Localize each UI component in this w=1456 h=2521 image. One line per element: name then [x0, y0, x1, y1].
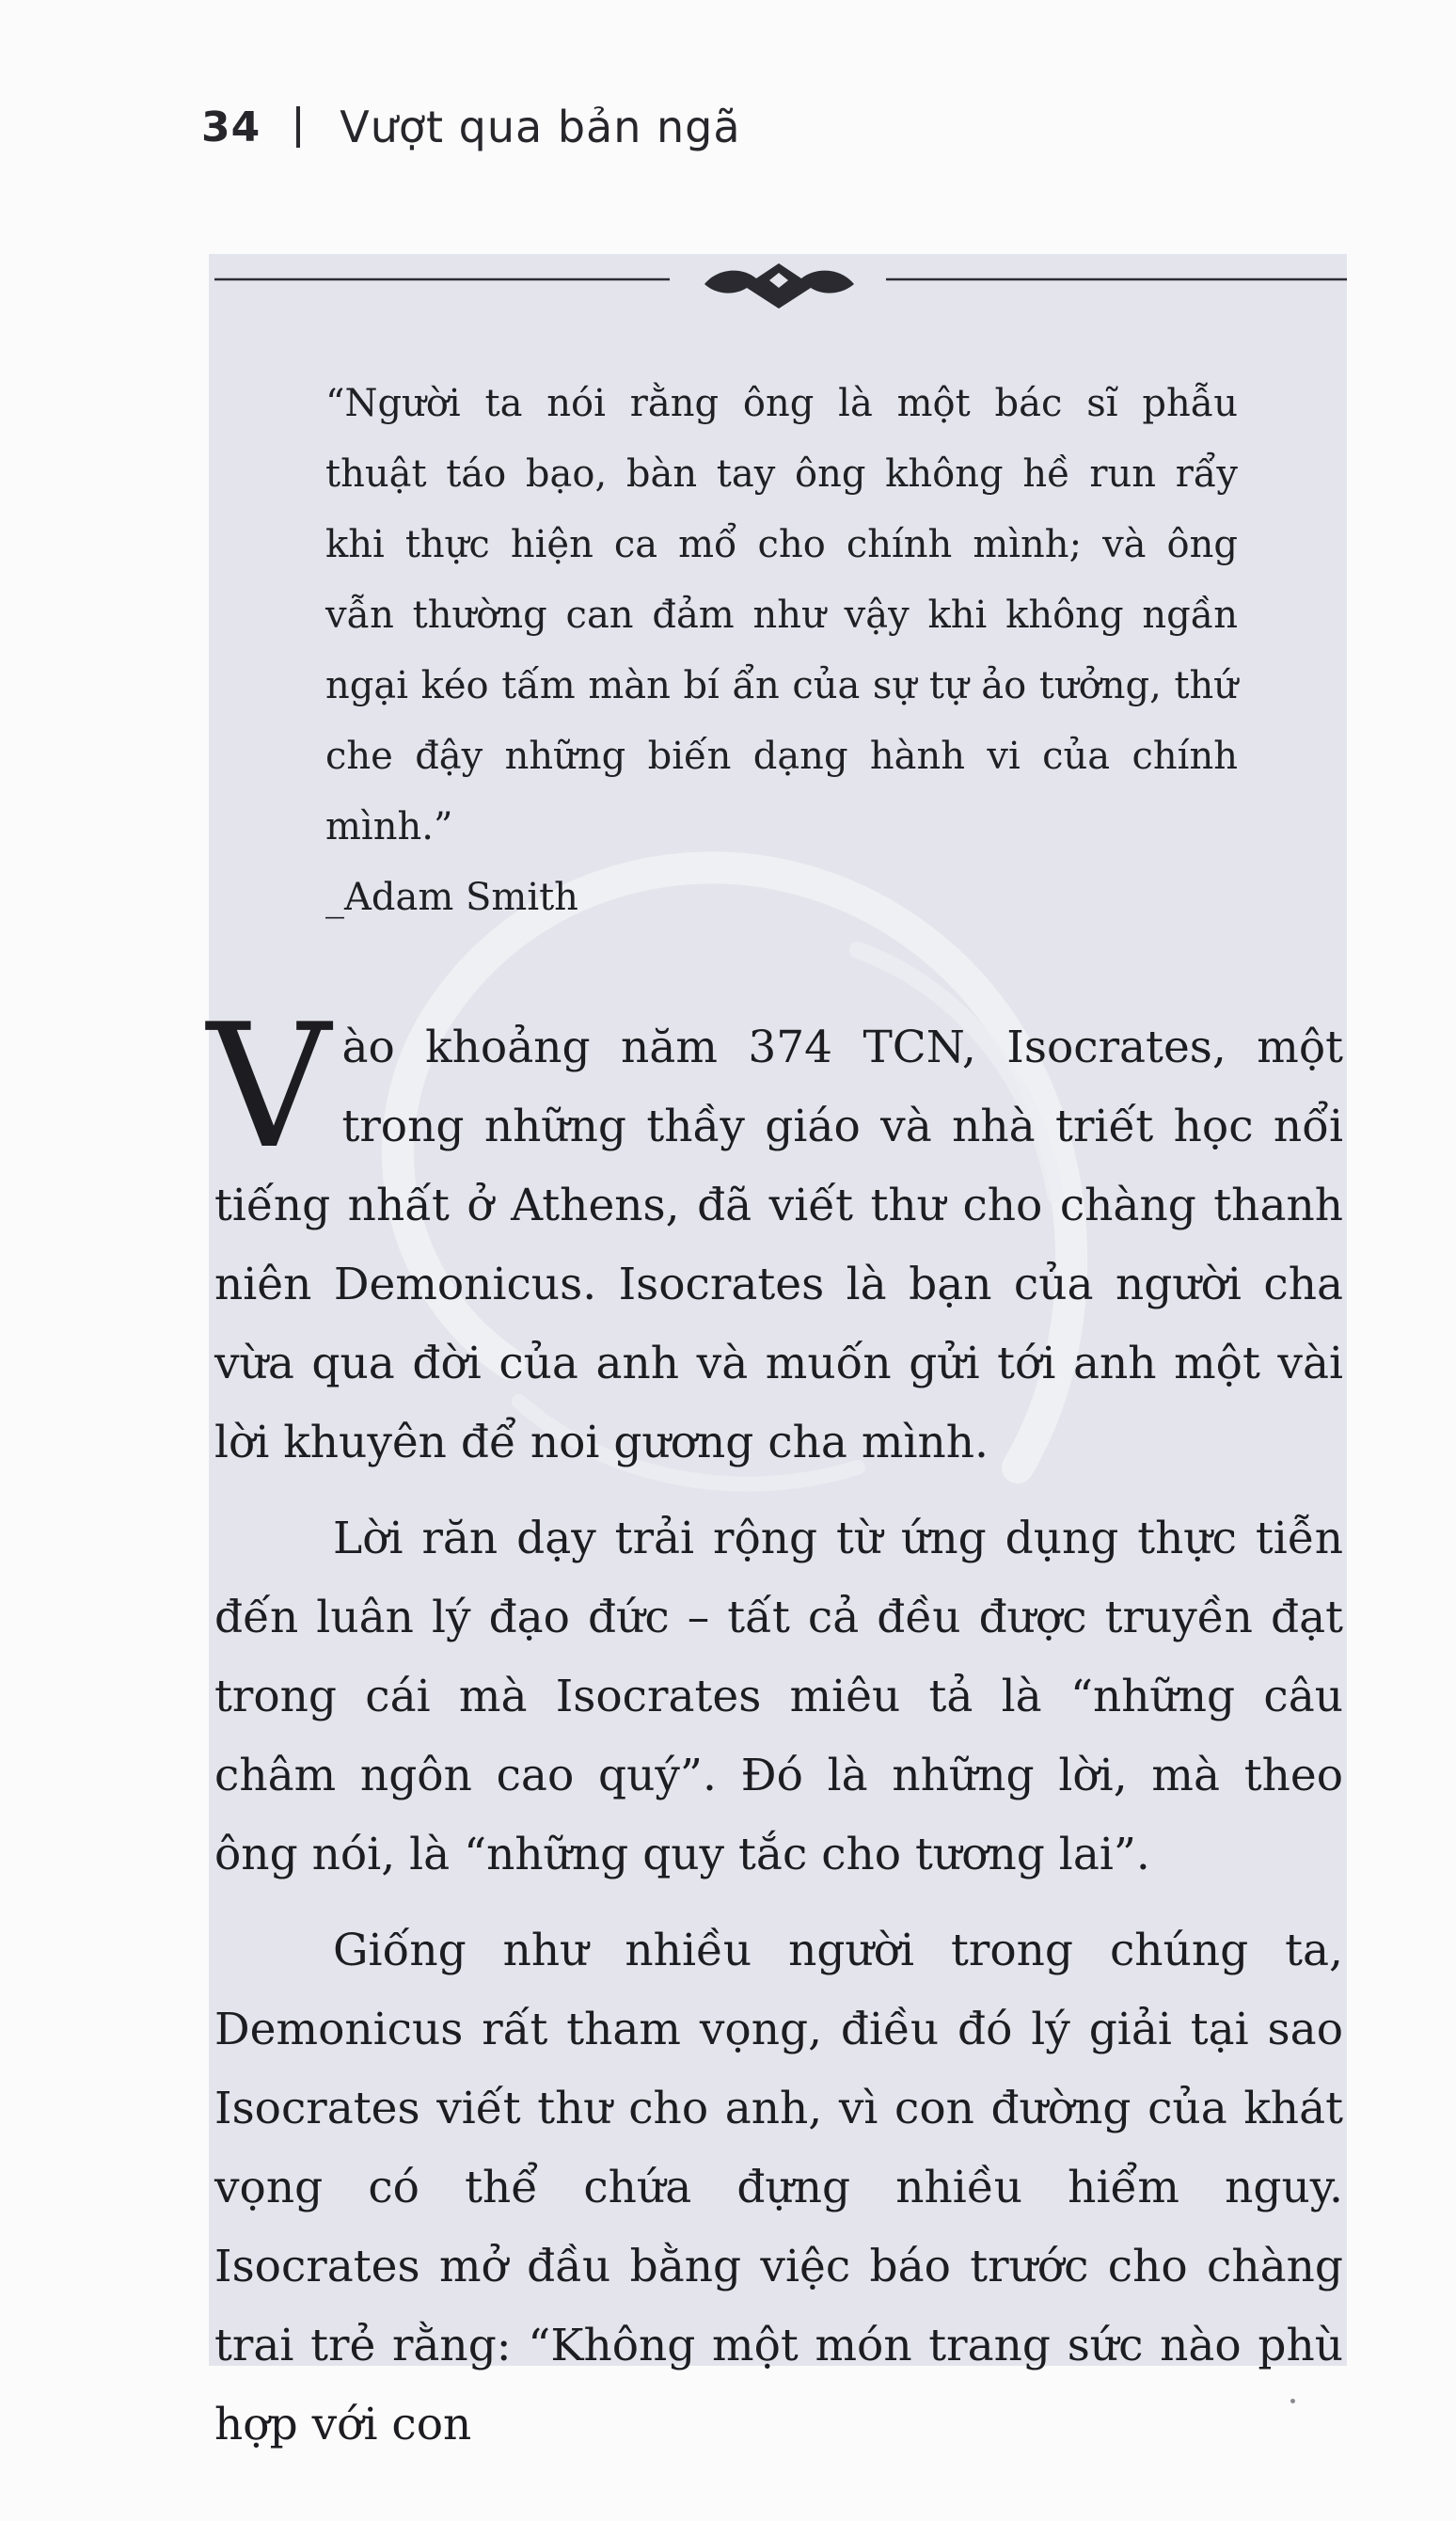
running-header	[201, 102, 741, 152]
paper-speck	[1290, 2399, 1295, 2403]
paragraph-1-text: ào khoảng năm 374 TCN, Isocrates, một trong những thầy giáo và nhà triết học nổi tiếng nhất ở Athens, đã viết thư cho chàng thanh niên Demonicus. Isocrates là bạn của người cha vừa qua đời của anh và muốn gửi tới anh một vài lời khuyên để noi gương cha mình.	[214, 1022, 1343, 1468]
paragraph-2: Lời răn dạy trải rộng từ ứng dụng thực tiễn đến luân lý đạo đức – tất cả đều được truyền đạt trong cái mà Isocrates miêu tả là “những câu châm ngôn cao quý”. Đó là những lời, mà theo ông nói, là “những quy tắc cho tương lai”.	[214, 1513, 1343, 1880]
book-title: Vượt qua bản ngã	[340, 102, 741, 152]
paragraph-3: Giống như nhiều người trong chúng ta, Demonicus rất tham vọng, điều đó lý giải tại sao Isocrates viết thư cho anh, vì con đường của khát vọng có thể chứa đựng nhiều hiểm nguy. Isocrates mở đầu bằng việc báo trước cho chàng trai trẻ rằng: “Không một món trang sức nào phù hợp với con	[214, 1925, 1343, 2450]
paragraph-1	[207, 987, 1343, 1482]
drop-cap: V	[207, 987, 331, 1186]
header-divider	[296, 106, 300, 148]
body-text	[207, 987, 1343, 2465]
ornament-divider	[209, 254, 1347, 310]
epigraph	[325, 369, 1238, 933]
page-number: 34	[201, 103, 261, 151]
epigraph-attribution: _Adam Smith	[325, 876, 578, 919]
epigraph-quote: “Người ta nói rằng ông là một bác sĩ phẫu thuật táo bạo, bàn tay ông không hề run rẩy khi thực hiện ca mổ cho chính mình; và ông vẫn thường can đảm như vậy khi không ngần ngại kéo tấm màn bí ẩn của sự tự ảo tưởng, thứ che đậy những biến dạng hành vi của chính mình.”	[325, 382, 1238, 848]
